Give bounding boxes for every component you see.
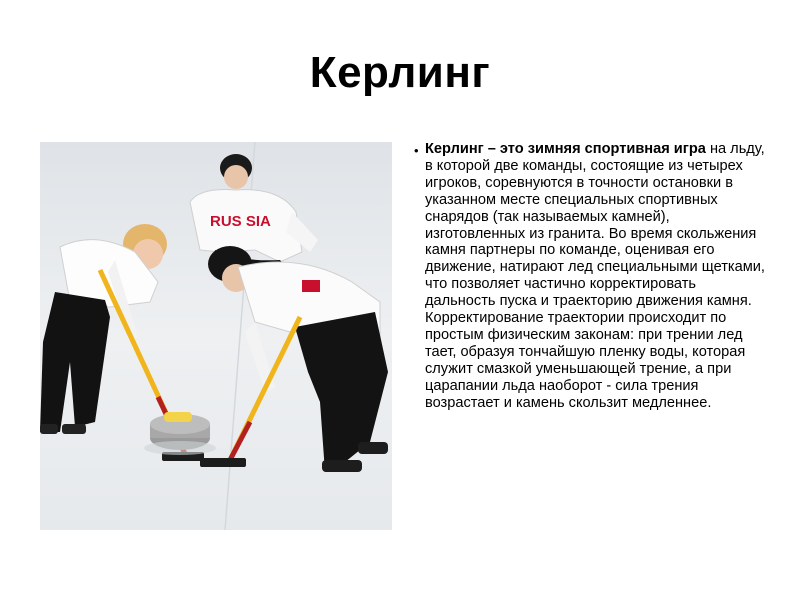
curling-photo xyxy=(40,142,392,530)
flag-badge xyxy=(302,280,320,292)
body-text: на льду, в которой две команды, состоящие из четырех игроков, соревнуются в точности остановки в указанном месте специальных спортивных снарядов (так называемых камней), изготовленных из гранита. Во время скольжения камня партнеры по команде, оценивая его движение, натирают лед специальными щетками, что позволяет частично корректировать дальность пуска и траекторию движения камня. Корректирование траектории происходит по простым физическим законам: при трении лед тает, образуя тончайшую пленку воды, которая служит смазкой уменьшающей трение, а при царапании льда наоборот - сила трения возрастает и камень скользит медленнее. xyxy=(425,141,765,411)
slide-title: Керлинг xyxy=(309,48,491,97)
description-block xyxy=(414,141,770,412)
bold-lead: Керлинг – это зимняя спортивная игра xyxy=(425,141,706,157)
bullet-icon: • xyxy=(414,143,419,158)
curling-players-illustration xyxy=(40,142,392,530)
jersey-text: RUS SIA xyxy=(210,213,271,230)
description-paragraph xyxy=(425,141,770,412)
